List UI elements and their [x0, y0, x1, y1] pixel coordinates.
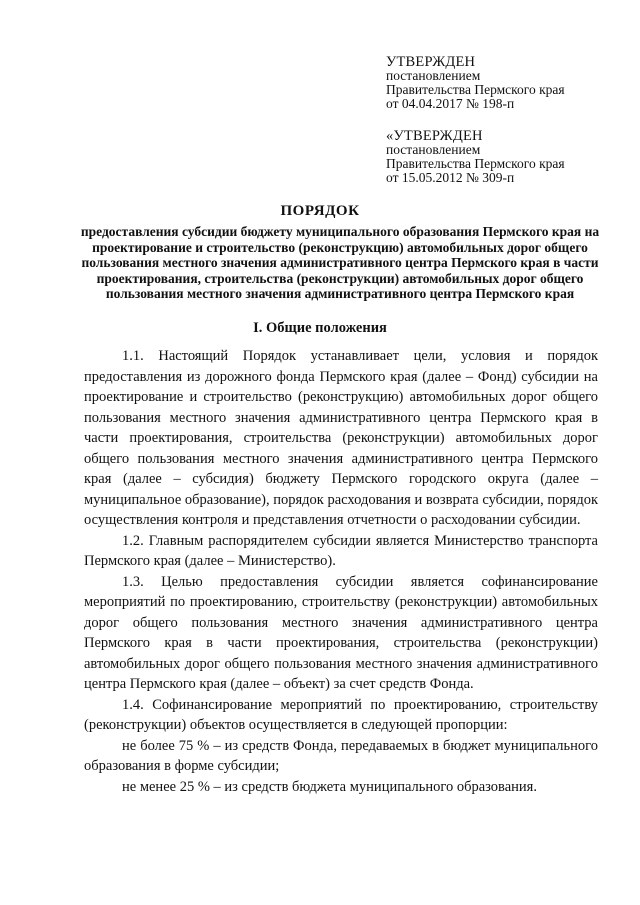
document-title: ПОРЯДОК [280, 203, 360, 219]
stamp-heading: «УТВЕРЖДЕН [386, 128, 483, 144]
document-subtitle: предоставления субсидии бюджету муниципального образования Пермского края на проектирование и строительство (реконструкцию) автомобильных дорог общего пользования местного значения административного центра Пермского края в части проектирования, строительства (реконструкции) автомобильных дорог общего пользования местного значения административного центра Пермского края [80, 224, 600, 301]
stamp-line: постановлением [386, 68, 481, 83]
document-body [84, 346, 598, 797]
stamp-line: Правительства Пермского края [386, 82, 565, 97]
approval-stamp-2012 [386, 129, 565, 185]
paragraph-proportion-fund: не более 75 % – из средств Фонда, передаваемых в бюджет муниципального образования в форме субсидии; [84, 737, 598, 774]
stamp-heading: УТВЕРЖДЕН [386, 54, 476, 70]
paragraph-1-4: 1.4. Софинансирование мероприятий по проектированию, строительству (реконструкции) объектов осуществляется в следующей пропорции: [84, 696, 598, 733]
stamp-line: от 04.04.2017 № 198-п [386, 96, 515, 111]
stamp-line: от 15.05.2012 № 309-п [386, 170, 515, 185]
paragraph-proportion-municipal: не менее 25 % – из средств бюджета муниципального образования. [122, 778, 537, 795]
paragraph-1-2: 1.2. Главным распорядителем субсидии является Министерство транспорта Пермского края (далее – Министерство). [84, 532, 598, 569]
stamp-line: постановлением [386, 142, 481, 157]
paragraph-1-1: 1.1. Настоящий Порядок устанавливает цели, условия и порядок предоставления из дорожного фонда Пермского края (далее – Фонд) субсидии на проектирование и строительство (реконструкцию) автомобильных дорог общего пользования местного значения административного центра Пермского края в части проектирования, строительства (реконструкции) автомобильных дорог общего пользования местного значения административного центра Пермского края (далее – субсидия) бюджету Пермского городского округа (далее – муниципальное образование), порядок расходования и возврата субсидии, порядок осуществления контроля и представления отчетности о расходовании субсидии. [84, 348, 598, 528]
section-heading: I. Общие положения [253, 320, 387, 336]
paragraph-1-3: 1.3. Целью предоставления субсидии является софинансирование мероприятий по проектированию, строительству (реконструкции) автомобильных дорог общего пользования местного значения административного центра Пермского края в части проектирования, строительства (реконструкции) автомобильных дорог общего пользования местного значения административного центра Пермского края (далее – объект) за счет средств Фонда. [84, 573, 598, 692]
approval-stamp-2017 [386, 55, 565, 111]
stamp-line: Правительства Пермского края [386, 156, 565, 171]
